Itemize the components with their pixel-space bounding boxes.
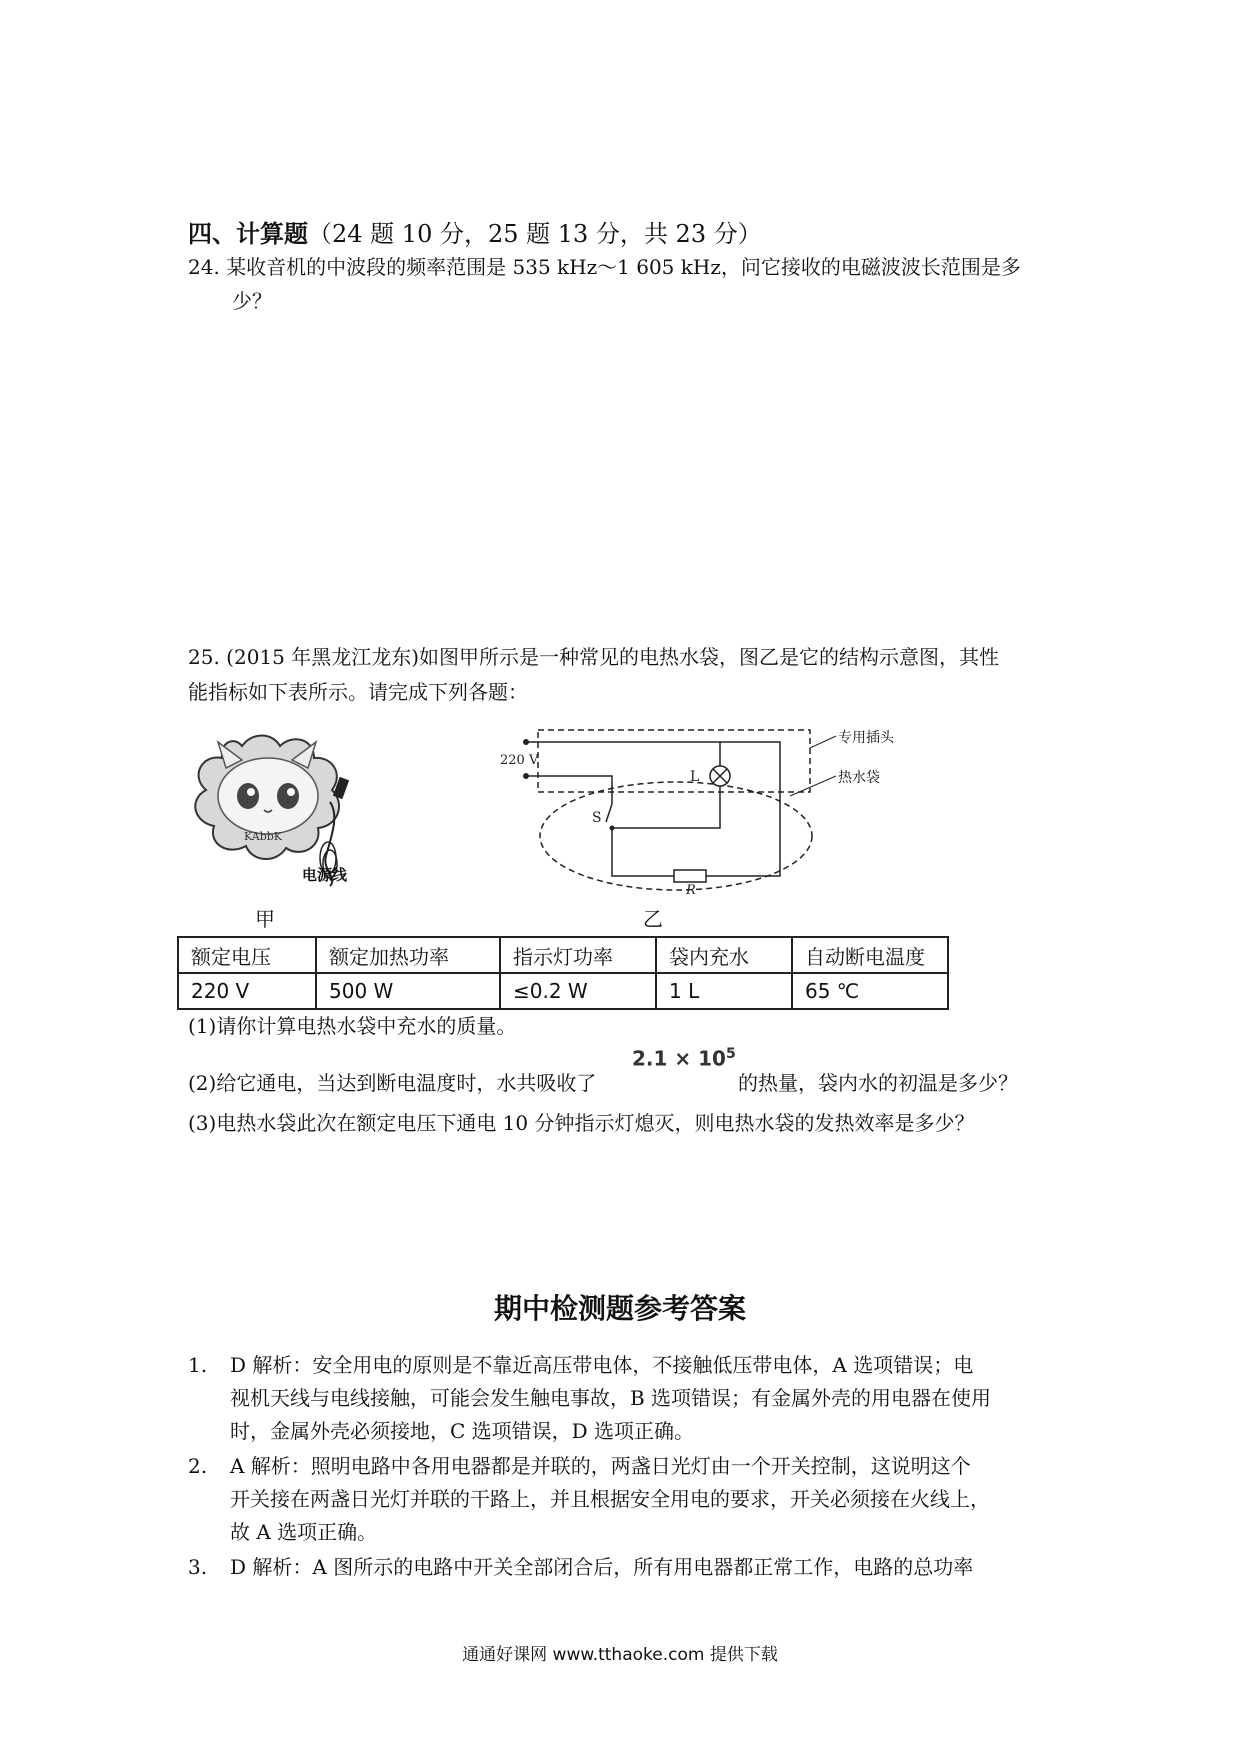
switch-label: S [592, 810, 602, 826]
supply-voltage-label: 220 V [500, 753, 539, 768]
table-cell: 1 L [656, 973, 792, 1009]
table-row [178, 973, 948, 1009]
sub-question-1: (1)请你计算电热水袋中充水的质量。 [188, 1014, 517, 1038]
plug-label: 专用插头 [838, 730, 894, 746]
table-cell: ≤0.2 W [500, 973, 656, 1009]
table-header-row [178, 937, 948, 973]
table-cell: 65 ℃ [792, 973, 948, 1009]
resistor-label: R [686, 883, 696, 896]
answer-line: D 解析：安全用电的原则是不靠近高压带电体，不接触低压带电体，A 选项错误；电 [230, 1353, 974, 1377]
answer-line: 故 A 选项正确。 [230, 1520, 378, 1544]
sub-question-2-text-after: 的热量，袋内水的初温是多少？ [738, 1071, 1018, 1095]
answer-line: D 解析：A 图所示的电路中开关全部闭合后，所有用电器都正常工作，电路的总功率 [230, 1555, 974, 1579]
answer-line: 时，金属外壳必须接地，C 选项错误，D 选项正确。 [230, 1419, 695, 1443]
answer-number: 3. [188, 1555, 208, 1579]
answer-item [188, 1450, 971, 1483]
table-header-cell: 额定电压 [178, 937, 316, 973]
heat-formula-base: 2.1 × 10 [632, 1046, 726, 1071]
section-title: 四、计算题 [188, 220, 308, 248]
sub-question-3: (3)电热水袋此次在额定电压下通电 10 分钟指示灯熄灭，则电热水袋的发热效率是多少？ [188, 1111, 975, 1135]
table-header-cell: 自动断电温度 [792, 937, 948, 973]
answer-item [188, 1551, 973, 1584]
heat-formula-exponent: 5 [725, 1046, 736, 1062]
bag-label: 热水袋 [838, 770, 880, 786]
lamp-label: L [690, 769, 700, 785]
figure-yi-caption: 乙 [643, 907, 663, 931]
table-cell: 500 W [316, 973, 500, 1009]
section-points: （24 题 10 分，25 题 13 分，共 23 分） [308, 220, 762, 248]
answer-number: 1. [188, 1353, 208, 1377]
table-header-cell: 袋内充水 [656, 937, 792, 973]
section-heading [188, 214, 762, 249]
page-footer: 通通好课网 www.tthaoke.com 提供下载 [462, 1645, 778, 1665]
question-25-line-2: 能指标如下表所示。请完成下列各题： [188, 680, 528, 704]
answer-key-title: 期中检测题参考答案 [493, 1292, 746, 1325]
question-25-line-1: 25. (2015 年黑龙江龙东)如图甲所示是一种常见的电热水袋，图乙是它的结构示意图，其性 [188, 645, 1000, 669]
sub-question-2 [188, 1066, 596, 1100]
answer-line: 视机天线与电线接触，可能会发生触电事故，B 选项错误；有金属外壳的用电器在使用 [230, 1386, 992, 1410]
performance-specs-table [177, 936, 949, 1010]
answer-item [188, 1349, 973, 1382]
question-24-line-1: 24. 某收音机的中波段的频率范围是 535 kHz～1 605 kHz，问它接收的电磁波波长范围是多 [188, 255, 1021, 279]
question-24-line-2: 少？ [232, 289, 272, 313]
answer-line: 开关接在两盏日光灯并联的干路上，并且根据安全用电的要求，开关必须接在火线上， [230, 1487, 990, 1511]
sub-question-2-text-before: (2)给它通电，当达到断电温度时，水共吸收了 [188, 1071, 597, 1095]
power-cord-label: 电源线 [302, 866, 348, 884]
answer-line: A 解析：照明电路中各用电器都是并联的，两盏日光灯由一个开关控制，这说明这个 [230, 1454, 971, 1478]
figure-jia-caption: 甲 [255, 907, 275, 931]
table-cell: 220 V [178, 973, 316, 1009]
circuit-diagram [490, 718, 880, 896]
table-header-cell: 指示灯功率 [500, 937, 656, 973]
table-header-cell: 额定加热功率 [316, 937, 500, 973]
bag-brand-text: KAbbK [244, 830, 283, 843]
answer-number: 2. [188, 1454, 208, 1478]
heat-formula [632, 1046, 736, 1071]
